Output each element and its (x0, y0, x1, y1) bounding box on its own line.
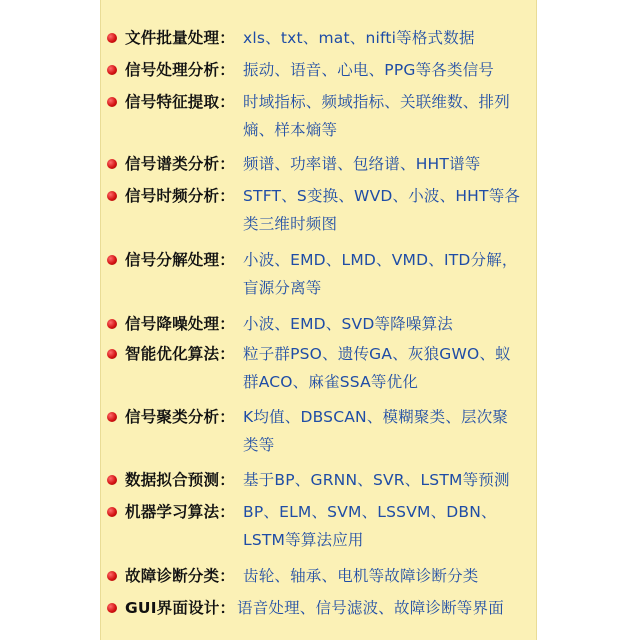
item-label: 信号聚类分析： (125, 408, 235, 426)
description-line: 齿轮、轴承、电机等故障诊断分类 (243, 567, 479, 585)
red-bullet-icon (107, 412, 117, 422)
feature-list-panel (100, 0, 537, 640)
red-bullet-icon (107, 65, 117, 75)
item-description (243, 56, 533, 84)
description-line: BP、ELM、SVM、LSSVM、DBN、 (243, 503, 497, 521)
item-description (243, 498, 533, 554)
description-line: 盲源分离等 (243, 279, 322, 297)
item-label: 文件批量处理： (125, 29, 235, 47)
red-bullet-icon (107, 603, 117, 613)
item-label: GUI界面设计： (125, 599, 236, 617)
item-description (243, 88, 533, 144)
red-bullet-icon (107, 507, 117, 517)
red-bullet-icon (107, 319, 117, 329)
item-description (243, 24, 533, 52)
description-line: 群ACO、麻雀SSA等优化 (243, 373, 419, 391)
item-description (243, 562, 533, 590)
description-line: 小波、EMD、SVD等降噪算法 (243, 315, 453, 333)
description-line: 粒子群PSO、遗传GA、灰狼GWO、蚁 (243, 345, 511, 363)
item-label: 智能优化算法： (125, 345, 235, 363)
item-label: 信号分解处理： (125, 251, 235, 269)
item-description (237, 594, 527, 622)
item-label: 信号时频分析： (125, 187, 235, 205)
item-description (243, 310, 533, 338)
item-label: 故障诊断分类： (125, 567, 235, 585)
description-line: 类等 (243, 436, 275, 454)
red-bullet-icon (107, 255, 117, 265)
description-line: xls、txt、mat、nifti等格式数据 (243, 29, 475, 47)
description-line: 振动、语音、心电、PPG等各类信号 (243, 61, 495, 79)
description-line: 小波、EMD、LMD、VMD、ITD分解， (243, 251, 518, 269)
description-line: 基于BP、GRNN、SVR、LSTM等预测 (243, 471, 510, 489)
description-line: 语音处理、信号滤波、故障诊断等界面 (237, 599, 504, 617)
description-line: 熵、样本熵等 (243, 121, 338, 139)
red-bullet-icon (107, 159, 117, 169)
description-line: 类三维时频图 (243, 215, 338, 233)
description-line: STFT、S变换、WVD、小波、HHT等各 (243, 187, 521, 205)
item-description (243, 466, 533, 494)
description-line: K均值、DBSCAN、模糊聚类、层次聚 (243, 408, 509, 426)
item-label: 信号谱类分析： (125, 155, 235, 173)
item-description (243, 246, 533, 302)
red-bullet-icon (107, 97, 117, 107)
red-bullet-icon (107, 33, 117, 43)
item-label: 机器学习算法： (125, 503, 235, 521)
item-label: 信号特征提取： (125, 93, 235, 111)
item-label: 信号降噪处理： (125, 315, 235, 333)
item-description (243, 150, 533, 178)
description-line: LSTM等算法应用 (243, 531, 364, 549)
item-description (243, 403, 533, 459)
description-line: 频谱、功率谱、包络谱、HHT谱等 (243, 155, 481, 173)
item-label: 数据拟合预测： (125, 471, 235, 489)
red-bullet-icon (107, 349, 117, 359)
red-bullet-icon (107, 475, 117, 485)
red-bullet-icon (107, 571, 117, 581)
description-line: 时域指标、频域指标、关联维数、排列 (243, 93, 510, 111)
item-description (243, 182, 533, 238)
item-label: 信号处理分析： (125, 61, 235, 79)
item-description (243, 340, 533, 396)
red-bullet-icon (107, 191, 117, 201)
